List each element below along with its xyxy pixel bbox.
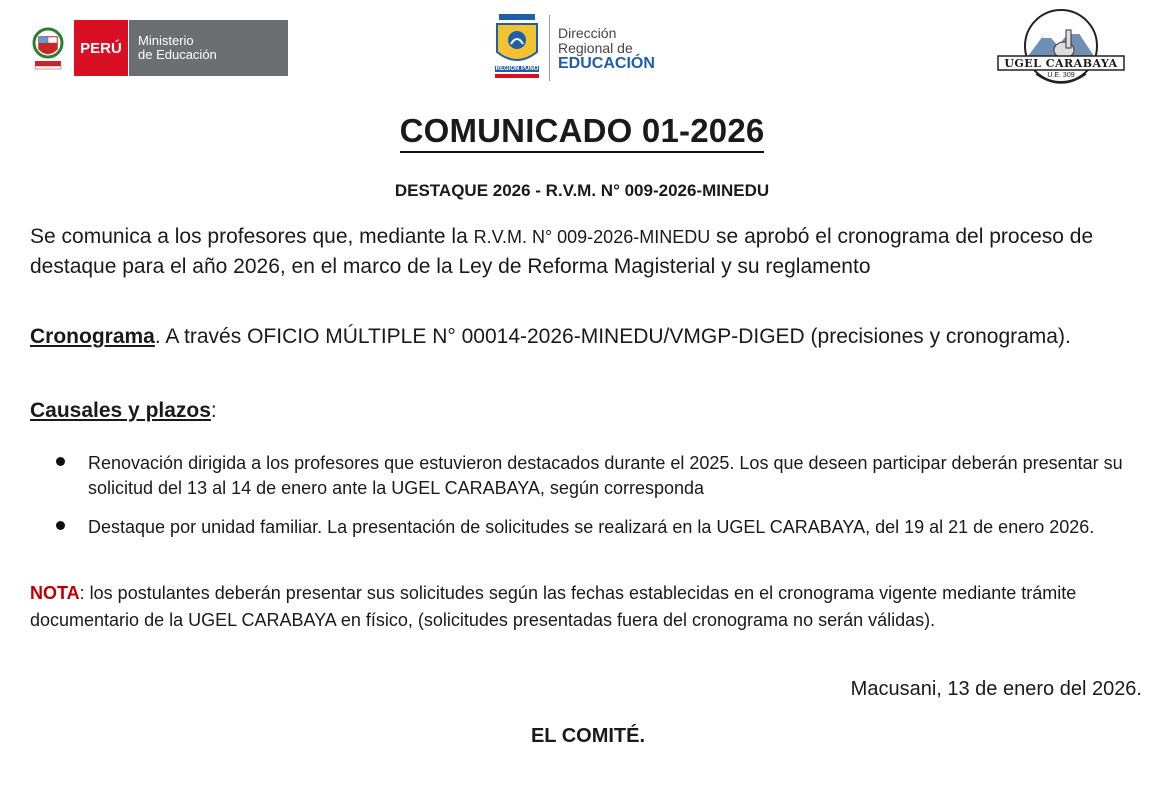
bullet-icon — [56, 521, 65, 530]
dre-text — [558, 26, 655, 71]
dre-line-2: Regional de — [558, 39, 633, 56]
ministry-line-1: Ministerio — [138, 33, 194, 48]
page-title — [0, 112, 1164, 150]
title-text: COMUNICADO 01-2026 — [400, 112, 765, 153]
dre-emblem-icon — [491, 10, 543, 86]
dre-region-label: REGIÓN PUNO — [495, 66, 539, 72]
page-subtitle: DESTAQUE 2026 - R.V.M. N° 009-2026-MINEDU — [394, 181, 770, 200]
causes-heading: Causales y plazos — [30, 399, 211, 422]
dre-line-3: EDUCACIÓN — [558, 54, 655, 72]
note-label: NOTA — [30, 583, 80, 603]
schedule-text: . A través OFICIO MÚLTIPLE N° 00014-2026-MINEDU/VMGP-DIGED (precisiones y cronograma). — [154, 325, 1071, 348]
note-paragraph — [30, 580, 1155, 634]
note-text: : los postulantes deberán presentar sus solicitudes según las fechas establecidas en el cronograma vigente mediante trámite documentario de la UGEL CARABAYA en físico, (solicitudes presentadas fuera del cronograma no serán válidas). — [30, 583, 1077, 630]
list-item-text: Renovación dirigida a los profesores que estuvieron destacados durante el 2025. Los que deseen participar deberán presentar su solicitud del 13 al 14 de enero ante la UGEL CARABAYA, según corresponda — [88, 453, 1123, 498]
dre-divider — [549, 15, 550, 81]
schedule-heading: Cronograma — [30, 325, 155, 348]
intro-text-before: Se comunica a los profesores que, mediante la — [30, 225, 474, 248]
ugel-code: U.E. 309 — [1047, 72, 1075, 79]
intro-text-after: se aprobó el cronograma del proceso de destaque para el año 2026, en el marco de la Ley de Reforma Magisterial y su reglamento — [30, 225, 1094, 278]
list-item-text: Destaque por unidad familiar. La presentación de solicitudes se realizará en la UGEL CARABAYA, del 19 al 21 de enero 2026. — [88, 517, 1095, 537]
schedule-paragraph — [30, 322, 1150, 351]
coat-of-arms-icon — [28, 20, 68, 76]
list-item — [56, 451, 1156, 501]
signature: EL COMITÉ. — [530, 725, 646, 747]
ugel-logo — [996, 8, 1126, 94]
ugel-name: UGEL CARABAYA — [1004, 57, 1118, 70]
place-date: Macusani, 13 de enero del 2026. — [850, 678, 1142, 700]
causes-colon: : — [210, 399, 217, 422]
ministry-label — [128, 20, 288, 76]
peru-label: PERÚ — [74, 20, 128, 76]
ugel-emblem-icon — [996, 8, 1126, 94]
bullet-icon — [56, 457, 65, 466]
list-item — [56, 515, 1156, 540]
intro-reference: R.V.M. N° 009-2026-MINEDU — [473, 227, 711, 247]
dre-logo — [491, 10, 676, 86]
causes-heading-line — [30, 396, 1150, 425]
dre-line-1: Dirección — [558, 24, 617, 41]
intro-paragraph — [30, 222, 1150, 281]
ministry-line-2: de Educación — [138, 47, 217, 62]
minedu-logo — [28, 20, 288, 76]
